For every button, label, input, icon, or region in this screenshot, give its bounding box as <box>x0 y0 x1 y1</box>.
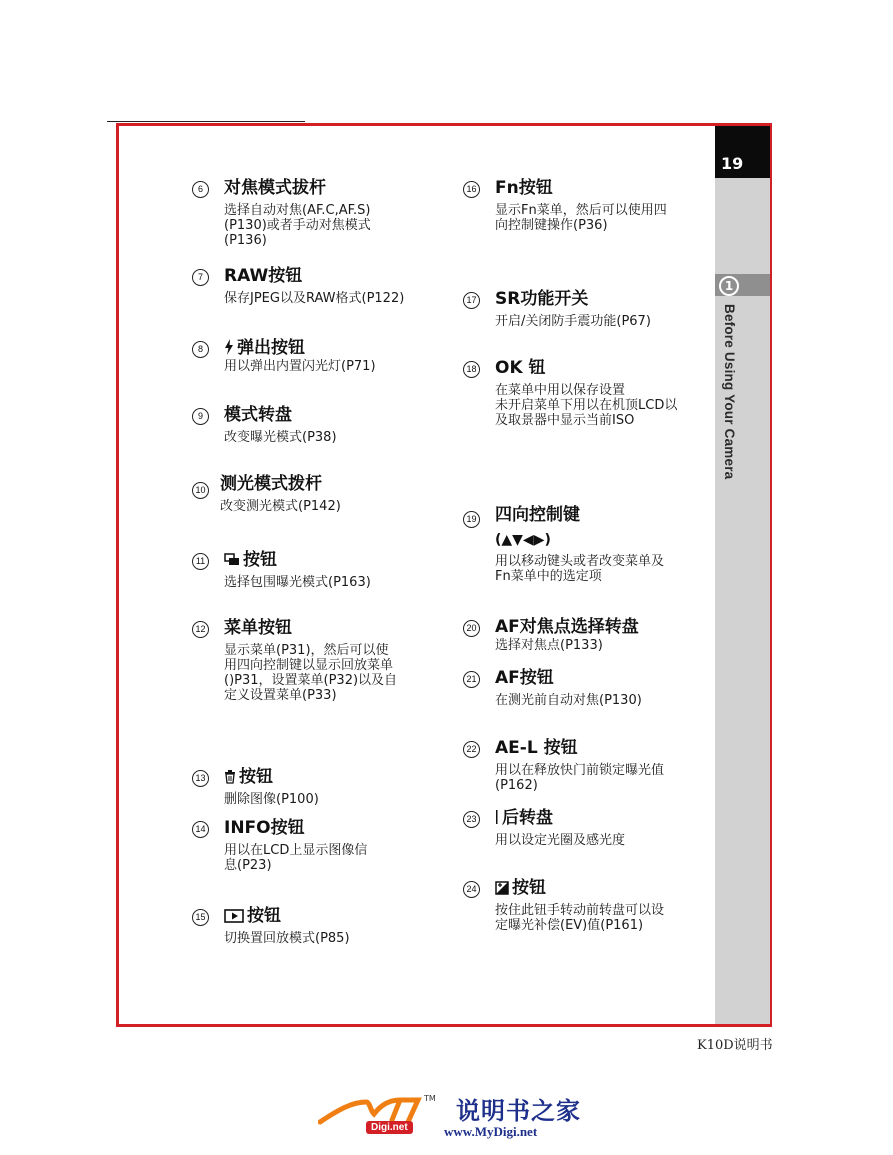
item-desc: 显示Fn菜单，然后可以使用四 向控制键操作(P36) <box>495 203 667 233</box>
item-desc: 改变曝光模式(P38) <box>224 430 337 445</box>
playback-icon <box>224 908 244 928</box>
chapter-number: 1 <box>719 276 739 296</box>
item-title: 模式转盘 <box>224 405 292 425</box>
item-title: INFO按钮 <box>224 818 305 838</box>
item-number: 21 <box>463 671 480 688</box>
item-title: 后转盘 <box>502 808 553 828</box>
item-desc: 用以在LCD上显示图像信 息(P23) <box>224 843 368 873</box>
item-title: 测光模式拨杆 <box>220 474 322 494</box>
item-subtitle: (▲▼◀▶) <box>495 532 551 548</box>
footer-note: K10D说明书 <box>697 1038 773 1053</box>
item-title: SR功能开关 <box>495 289 589 309</box>
logo-title: 说明书之家 <box>456 1097 581 1125</box>
item-number: 12 <box>192 621 209 638</box>
trash-icon <box>224 769 236 789</box>
item-title: OK 钮 <box>495 358 546 378</box>
item-desc: 在菜单中用以保存设置 未开启菜单下用以在机顶LCD以 及取景器中显示当前ISO <box>495 383 678 428</box>
item-desc: 切换置回放模式(P85) <box>224 931 350 946</box>
item-desc: 显示菜单(P31)，然后可以使 用四向控制键以显示回放菜单 ()P31，设置菜单(P32)以及自 定义设置菜单(P33) <box>224 643 398 703</box>
item-title-row <box>224 767 273 789</box>
item-title-row <box>495 878 546 900</box>
item-number: 19 <box>463 511 480 528</box>
site-logo <box>318 1088 588 1148</box>
item-title: 对焦模式拔杆 <box>224 178 326 198</box>
item-title-row <box>224 338 305 360</box>
item-number: 17 <box>463 292 480 309</box>
item-title: AE-L 按钮 <box>495 738 578 758</box>
item-desc: 在测光前自动对焦(P130) <box>495 693 642 708</box>
side-tab-strip <box>715 126 770 1024</box>
item-desc: 用以设定光圈及感光度 <box>495 833 626 848</box>
chapter-title: Before Using Your Camera <box>722 304 737 480</box>
item-desc: 按住此钮手转动前转盘可以设 定曝光补偿(EV)值(P161) <box>495 903 665 933</box>
item-number: 16 <box>463 181 480 198</box>
item-title: RAW按钮 <box>224 266 303 286</box>
page-number: 19 <box>715 126 770 178</box>
item-title: 菜单按钮 <box>224 618 292 638</box>
item-desc: 用以弹出内置闪光灯(P71) <box>224 359 376 374</box>
logo-digi: Digi.net <box>366 1121 413 1134</box>
item-number: 14 <box>192 821 209 838</box>
item-title: 按钮 <box>247 906 281 926</box>
item-number: 13 <box>192 770 209 787</box>
item-desc: 用以移动键头或者改变菜单及 Fn菜单中的选定项 <box>495 554 665 584</box>
item-desc: 选择对焦点(P133) <box>495 638 603 653</box>
item-title: AF对焦点选择转盘 <box>495 617 639 637</box>
item-title: Fn按钮 <box>495 178 553 198</box>
item-number: 8 <box>192 341 209 358</box>
item-number: 10 <box>192 482 209 499</box>
item-desc: 改变测光模式(P142) <box>220 499 341 514</box>
flash-icon <box>224 339 234 360</box>
item-title-row <box>495 808 553 830</box>
item-number: 11 <box>192 553 209 570</box>
ev-comp-icon <box>495 880 509 900</box>
item-title: 弹出按钮 <box>237 338 305 358</box>
item-title-row <box>224 550 277 572</box>
item-title: 按钮 <box>512 878 546 898</box>
item-number: 24 <box>463 881 480 898</box>
logo-tm: TM <box>424 1094 436 1103</box>
item-title: 按钮 <box>243 550 277 570</box>
item-title-row <box>224 906 281 928</box>
item-desc: 选择自动对焦(AF.C,AF.S) (P130)或者手动对焦模式 (P136) <box>224 203 371 248</box>
item-desc: 开启/关闭防手震功能(P67) <box>495 314 651 329</box>
item-number: 6 <box>192 181 209 198</box>
item-number: 22 <box>463 741 480 758</box>
item-desc: 用以在释放快门前锁定曝光值 (P162) <box>495 763 665 793</box>
item-number: 15 <box>192 909 209 926</box>
item-number: 9 <box>192 408 209 425</box>
logo-url: www.MyDigi.net <box>444 1124 538 1139</box>
item-number: 7 <box>192 269 209 286</box>
item-number: 20 <box>463 620 480 637</box>
item-desc: 选择包围曝光模式(P163) <box>224 575 371 590</box>
item-title: AF按钮 <box>495 668 554 688</box>
item-title: 四向控制键 <box>495 505 580 525</box>
item-desc: 保存JPEG以及RAW格式(P122) <box>224 291 405 306</box>
item-desc: 删除图像(P100) <box>224 792 319 807</box>
bracket-icon <box>224 552 240 572</box>
top-rule <box>107 121 305 122</box>
item-title: 按钮 <box>239 767 273 787</box>
dial-icon <box>495 809 499 830</box>
item-number: 23 <box>463 811 480 828</box>
item-number: 18 <box>463 361 480 378</box>
